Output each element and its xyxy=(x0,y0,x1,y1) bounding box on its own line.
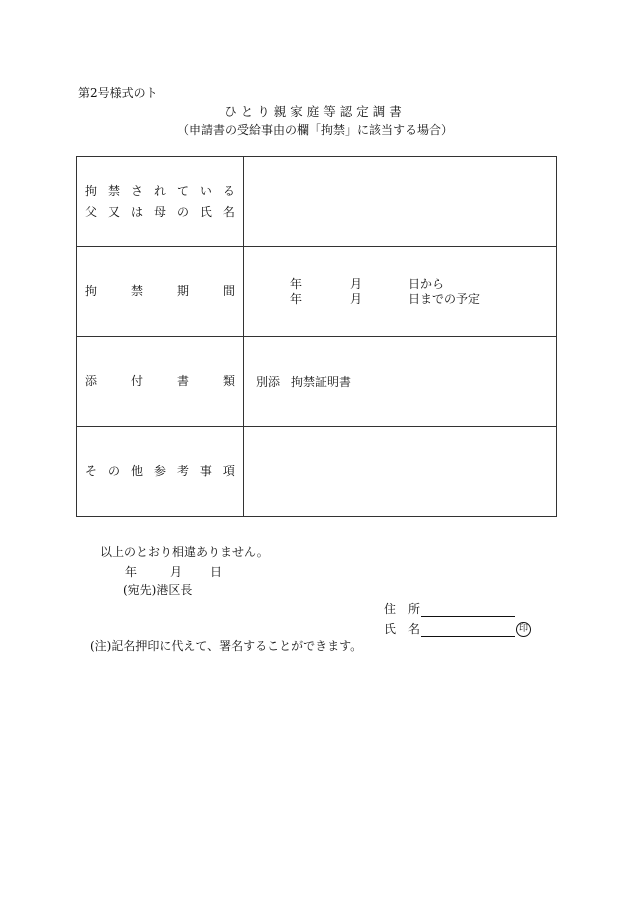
signature-note: (注)記名押印に代えて、署名することができます。 xyxy=(90,639,363,653)
certification-table xyxy=(76,156,557,517)
address-row xyxy=(384,600,515,617)
table-row-other-notes xyxy=(77,427,557,517)
period-start-month: 月 xyxy=(350,276,363,291)
label-char: 父 xyxy=(85,204,98,219)
period-start xyxy=(244,277,556,292)
label-char: 間 xyxy=(222,284,235,298)
date-year: 年 xyxy=(125,565,138,579)
attachment-prefix: 別添 xyxy=(256,375,281,389)
label-line-2 xyxy=(85,202,235,223)
label-char: 類 xyxy=(222,374,235,388)
attachment-text xyxy=(244,373,556,390)
label-char: い xyxy=(199,183,212,198)
period-start-year: 年 xyxy=(290,276,303,291)
label-char: 参 xyxy=(153,464,166,478)
value-detention-period[interactable] xyxy=(244,247,557,337)
label-char: 期 xyxy=(176,284,189,298)
label-char: 住 xyxy=(384,602,397,616)
document-subtitle: （申請書の受給事由の欄「拘禁」に該当する場合） xyxy=(176,123,453,137)
value-detained-parent-name[interactable] xyxy=(244,157,557,247)
name-row xyxy=(384,620,531,637)
label-char: 又 xyxy=(107,204,120,219)
label-char: 所 xyxy=(407,602,420,616)
value-other-notes[interactable] xyxy=(244,427,557,517)
label-char: 考 xyxy=(176,464,189,478)
period-end-day: 日までの予定 xyxy=(408,291,481,306)
label-char: 氏 xyxy=(199,204,212,219)
label-detained-parent-name xyxy=(77,157,244,247)
document-title: ひとり親家庭等認定調書 xyxy=(224,104,406,119)
name-field[interactable] xyxy=(421,624,515,637)
label-char: 書 xyxy=(176,374,189,388)
period-start-day: 日から xyxy=(408,276,445,291)
confirmation-statement: 以上のとおり相違ありません。 xyxy=(100,545,269,559)
address-field[interactable] xyxy=(421,604,515,617)
address-label xyxy=(384,600,420,617)
date-month: 月 xyxy=(170,565,183,579)
addressee: (宛先)港区長 xyxy=(123,583,193,597)
date-line[interactable] xyxy=(125,563,222,580)
label-char: 氏 xyxy=(384,622,397,636)
period-end-year: 年 xyxy=(290,291,303,306)
label-line xyxy=(85,461,235,482)
label-char: 項 xyxy=(222,464,235,478)
label-char: 禁 xyxy=(130,284,143,298)
label-line-1 xyxy=(85,181,235,202)
label-char: の xyxy=(176,204,189,219)
label-char: 拘 xyxy=(85,284,98,298)
period-end xyxy=(244,292,556,307)
label-detention-period xyxy=(77,247,244,337)
label-char: 事 xyxy=(199,464,212,478)
label-char: 名 xyxy=(222,204,235,219)
date-day: 日 xyxy=(210,565,223,579)
label-char: る xyxy=(222,183,235,198)
label-other-notes xyxy=(77,427,244,517)
label-char: 他 xyxy=(130,464,143,478)
label-char: 母 xyxy=(153,204,166,219)
value-attachments[interactable] xyxy=(244,337,557,427)
table-row-detained-parent xyxy=(77,157,557,247)
label-char: そ xyxy=(85,464,98,478)
label-line xyxy=(85,371,235,392)
label-char: れ xyxy=(153,183,166,198)
label-char: 添 xyxy=(85,374,98,388)
seal-icon: 印 xyxy=(516,622,531,637)
label-line xyxy=(85,281,235,302)
label-attachments xyxy=(77,337,244,427)
label-char: 名 xyxy=(407,622,420,636)
form-number: 第2号様式のト xyxy=(78,86,158,100)
label-char: 付 xyxy=(130,374,143,388)
label-char: は xyxy=(130,204,143,219)
attachment-document: 拘禁証明書 xyxy=(291,375,352,389)
label-char: 拘 xyxy=(85,183,98,198)
label-char: て xyxy=(176,183,189,198)
label-char: の xyxy=(107,464,120,478)
label-char: さ xyxy=(130,183,143,198)
period-end-month: 月 xyxy=(350,291,363,306)
table-row-detention-period xyxy=(77,247,557,337)
label-char: 禁 xyxy=(107,183,120,198)
table-row-attachments xyxy=(77,337,557,427)
name-label xyxy=(384,620,420,637)
